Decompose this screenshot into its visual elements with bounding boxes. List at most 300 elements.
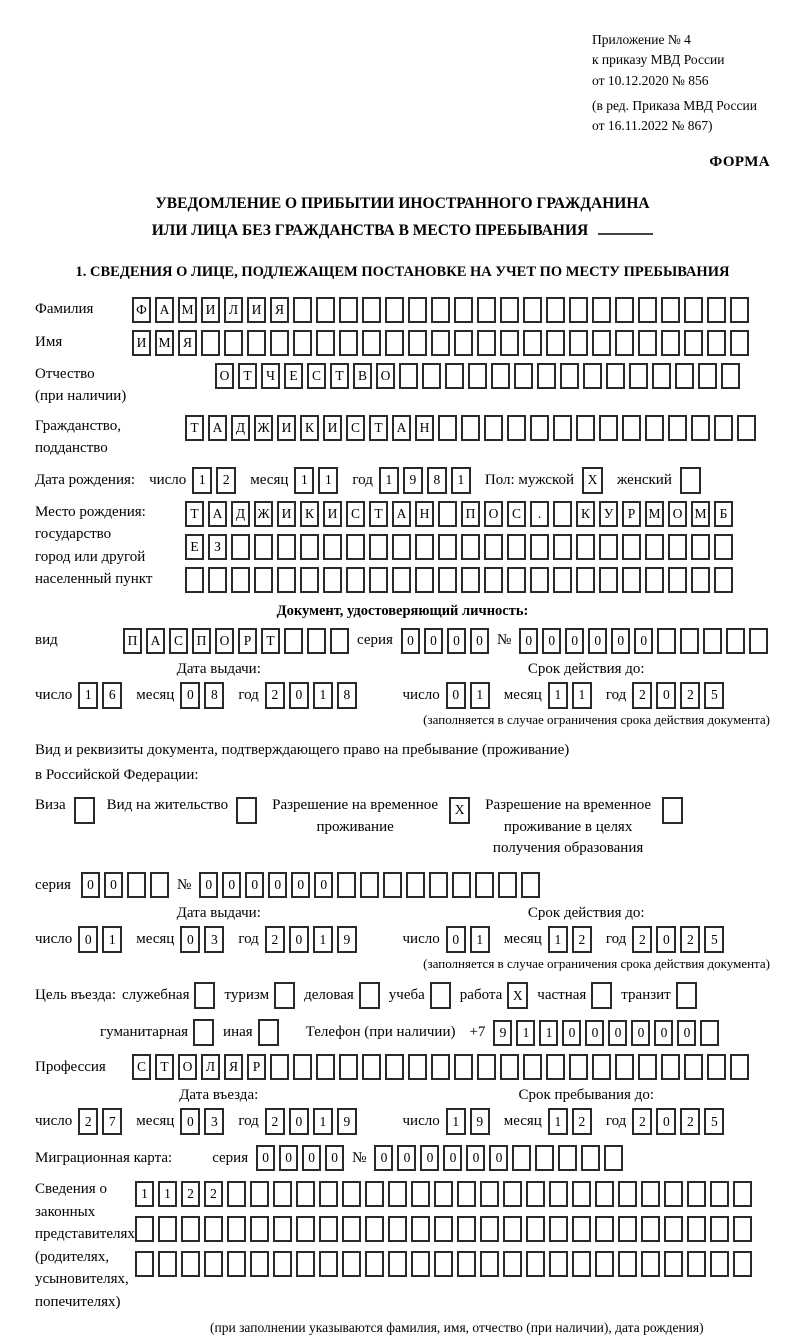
char-box[interactable]: 0 bbox=[289, 682, 309, 709]
purpose-transit-checkbox[interactable] bbox=[676, 982, 697, 1009]
char-box[interactable] bbox=[595, 1216, 614, 1242]
char-box[interactable] bbox=[342, 1216, 361, 1242]
purpose-other-checkbox[interactable] bbox=[258, 1019, 279, 1046]
char-box[interactable] bbox=[500, 330, 519, 356]
char-box[interactable]: К bbox=[300, 415, 319, 441]
char-box[interactable] bbox=[480, 1181, 499, 1207]
char-box[interactable]: 0 bbox=[420, 1145, 439, 1171]
char-box[interactable]: З bbox=[208, 534, 227, 560]
char-box[interactable] bbox=[645, 567, 664, 593]
purpose-work-checkbox[interactable]: X bbox=[507, 982, 528, 1009]
char-box[interactable] bbox=[388, 1251, 407, 1277]
char-box[interactable]: 0 bbox=[302, 1145, 321, 1171]
char-box[interactable]: А bbox=[146, 628, 165, 654]
char-box[interactable]: 0 bbox=[443, 1145, 462, 1171]
char-box[interactable] bbox=[445, 363, 464, 389]
char-box[interactable]: 2 bbox=[632, 682, 652, 709]
char-box[interactable] bbox=[687, 1181, 706, 1207]
char-box[interactable] bbox=[438, 415, 457, 441]
char-box[interactable] bbox=[365, 1251, 384, 1277]
char-box[interactable]: И bbox=[201, 297, 220, 323]
char-box[interactable] bbox=[342, 1251, 361, 1277]
char-box[interactable] bbox=[618, 1181, 637, 1207]
char-box[interactable]: Т bbox=[238, 363, 257, 389]
temporary-residence-education-checkbox[interactable] bbox=[662, 797, 683, 824]
char-box[interactable] bbox=[385, 297, 404, 323]
char-box[interactable]: 7 bbox=[102, 1108, 122, 1135]
char-box[interactable] bbox=[523, 297, 542, 323]
char-box[interactable] bbox=[503, 1251, 522, 1277]
char-box[interactable] bbox=[408, 297, 427, 323]
char-box[interactable]: 2 bbox=[265, 1108, 285, 1135]
char-box[interactable] bbox=[204, 1216, 223, 1242]
char-box[interactable]: Л bbox=[201, 1054, 220, 1080]
char-box[interactable]: 2 bbox=[78, 1108, 98, 1135]
char-box[interactable] bbox=[604, 1145, 623, 1171]
char-box[interactable]: 1 bbox=[548, 926, 568, 953]
char-box[interactable] bbox=[523, 330, 542, 356]
char-box[interactable] bbox=[618, 1216, 637, 1242]
char-box[interactable] bbox=[606, 363, 625, 389]
temporary-residence-checkbox[interactable]: X bbox=[449, 797, 470, 824]
char-box[interactable]: 5 bbox=[704, 1108, 724, 1135]
purpose-humanitarian-checkbox[interactable] bbox=[193, 1019, 214, 1046]
char-box[interactable] bbox=[254, 534, 273, 560]
char-box[interactable] bbox=[158, 1216, 177, 1242]
char-box[interactable]: И bbox=[323, 501, 342, 527]
char-box[interactable]: Р bbox=[238, 628, 257, 654]
char-box[interactable]: Б bbox=[714, 501, 733, 527]
char-box[interactable] bbox=[503, 1216, 522, 1242]
char-box[interactable]: А bbox=[392, 415, 411, 441]
sex-female-checkbox[interactable] bbox=[680, 467, 701, 494]
char-box[interactable] bbox=[411, 1251, 430, 1277]
char-box[interactable]: 1 bbox=[313, 926, 333, 953]
char-box[interactable]: 0 bbox=[180, 682, 200, 709]
char-box[interactable] bbox=[668, 415, 687, 441]
char-box[interactable]: 0 bbox=[78, 926, 98, 953]
char-box[interactable] bbox=[503, 1181, 522, 1207]
char-box[interactable] bbox=[461, 534, 480, 560]
char-box[interactable] bbox=[657, 628, 676, 654]
char-box[interactable]: Е bbox=[284, 363, 303, 389]
char-box[interactable] bbox=[346, 567, 365, 593]
char-box[interactable] bbox=[615, 1054, 634, 1080]
char-box[interactable] bbox=[307, 628, 326, 654]
char-box[interactable] bbox=[339, 1054, 358, 1080]
char-box[interactable]: 0 bbox=[585, 1020, 604, 1046]
char-box[interactable] bbox=[392, 567, 411, 593]
char-box[interactable]: А bbox=[208, 415, 227, 441]
char-box[interactable]: Т bbox=[185, 415, 204, 441]
char-box[interactable] bbox=[521, 872, 540, 898]
char-box[interactable] bbox=[250, 1181, 269, 1207]
char-box[interactable]: Д bbox=[231, 501, 250, 527]
char-box[interactable] bbox=[592, 1054, 611, 1080]
char-box[interactable] bbox=[592, 297, 611, 323]
char-box[interactable] bbox=[549, 1251, 568, 1277]
char-box[interactable] bbox=[576, 567, 595, 593]
char-box[interactable]: М bbox=[645, 501, 664, 527]
char-box[interactable] bbox=[721, 363, 740, 389]
char-box[interactable]: 2 bbox=[572, 1108, 592, 1135]
char-box[interactable] bbox=[684, 1054, 703, 1080]
char-box[interactable]: 2 bbox=[216, 467, 236, 494]
char-box[interactable]: 0 bbox=[608, 1020, 627, 1046]
char-box[interactable]: Н bbox=[415, 501, 434, 527]
char-box[interactable] bbox=[369, 534, 388, 560]
char-box[interactable]: 1 bbox=[548, 1108, 568, 1135]
char-box[interactable] bbox=[284, 628, 303, 654]
char-box[interactable]: И bbox=[277, 415, 296, 441]
char-box[interactable]: Ж bbox=[254, 501, 273, 527]
purpose-tourism-checkbox[interactable] bbox=[274, 982, 295, 1009]
char-box[interactable] bbox=[383, 872, 402, 898]
char-box[interactable] bbox=[664, 1181, 683, 1207]
char-box[interactable] bbox=[293, 297, 312, 323]
char-box[interactable] bbox=[337, 872, 356, 898]
char-box[interactable] bbox=[431, 330, 450, 356]
char-box[interactable] bbox=[408, 330, 427, 356]
char-box[interactable]: Ф bbox=[132, 297, 151, 323]
char-box[interactable]: 0 bbox=[268, 872, 287, 898]
char-box[interactable]: 0 bbox=[634, 628, 653, 654]
char-box[interactable]: О bbox=[376, 363, 395, 389]
char-box[interactable]: С bbox=[507, 501, 526, 527]
char-box[interactable]: 0 bbox=[542, 628, 561, 654]
char-box[interactable] bbox=[319, 1181, 338, 1207]
char-box[interactable]: 0 bbox=[656, 682, 676, 709]
char-box[interactable]: О bbox=[215, 363, 234, 389]
char-box[interactable]: 0 bbox=[374, 1145, 393, 1171]
char-box[interactable]: 0 bbox=[314, 872, 333, 898]
char-box[interactable]: 0 bbox=[180, 1108, 200, 1135]
char-box[interactable] bbox=[599, 415, 618, 441]
char-box[interactable] bbox=[599, 567, 618, 593]
char-box[interactable] bbox=[415, 567, 434, 593]
char-box[interactable] bbox=[661, 297, 680, 323]
char-box[interactable] bbox=[730, 1054, 749, 1080]
char-box[interactable] bbox=[583, 363, 602, 389]
char-box[interactable]: 2 bbox=[680, 926, 700, 953]
char-box[interactable]: 6 bbox=[102, 682, 122, 709]
char-box[interactable] bbox=[477, 297, 496, 323]
char-box[interactable]: 1 bbox=[158, 1181, 177, 1207]
char-box[interactable]: С bbox=[307, 363, 326, 389]
char-box[interactable]: 2 bbox=[632, 1108, 652, 1135]
char-box[interactable] bbox=[362, 330, 381, 356]
char-box[interactable] bbox=[622, 415, 641, 441]
char-box[interactable] bbox=[438, 534, 457, 560]
char-box[interactable]: 0 bbox=[446, 926, 466, 953]
char-box[interactable] bbox=[553, 567, 572, 593]
char-box[interactable]: 5 bbox=[704, 682, 724, 709]
char-box[interactable] bbox=[680, 628, 699, 654]
char-box[interactable]: А bbox=[155, 297, 174, 323]
char-box[interactable] bbox=[392, 534, 411, 560]
char-box[interactable]: 1 bbox=[135, 1181, 154, 1207]
char-box[interactable] bbox=[316, 1054, 335, 1080]
char-box[interactable] bbox=[277, 567, 296, 593]
char-box[interactable] bbox=[707, 330, 726, 356]
char-box[interactable]: П bbox=[123, 628, 142, 654]
char-box[interactable] bbox=[698, 363, 717, 389]
char-box[interactable]: 9 bbox=[403, 467, 423, 494]
char-box[interactable] bbox=[576, 415, 595, 441]
char-box[interactable] bbox=[526, 1251, 545, 1277]
char-box[interactable]: 8 bbox=[337, 682, 357, 709]
char-box[interactable] bbox=[330, 628, 349, 654]
char-box[interactable] bbox=[535, 1145, 554, 1171]
char-box[interactable]: 9 bbox=[470, 1108, 490, 1135]
char-box[interactable] bbox=[227, 1251, 246, 1277]
char-box[interactable]: 0 bbox=[677, 1020, 696, 1046]
char-box[interactable] bbox=[323, 534, 342, 560]
char-box[interactable]: Т bbox=[185, 501, 204, 527]
char-box[interactable]: Т bbox=[369, 501, 388, 527]
char-box[interactable] bbox=[484, 534, 503, 560]
char-box[interactable] bbox=[691, 415, 710, 441]
char-box[interactable] bbox=[546, 1054, 565, 1080]
char-box[interactable] bbox=[127, 872, 146, 898]
sex-male-checkbox[interactable]: X bbox=[582, 467, 603, 494]
char-box[interactable] bbox=[185, 567, 204, 593]
char-box[interactable] bbox=[661, 1054, 680, 1080]
char-box[interactable] bbox=[530, 415, 549, 441]
char-box[interactable] bbox=[599, 534, 618, 560]
char-box[interactable]: 1 bbox=[451, 467, 471, 494]
char-box[interactable] bbox=[546, 330, 565, 356]
char-box[interactable] bbox=[530, 567, 549, 593]
char-box[interactable] bbox=[454, 330, 473, 356]
char-box[interactable]: М bbox=[178, 297, 197, 323]
char-box[interactable] bbox=[300, 534, 319, 560]
char-box[interactable]: 1 bbox=[78, 682, 98, 709]
char-box[interactable]: 1 bbox=[470, 926, 490, 953]
char-box[interactable]: М bbox=[155, 330, 174, 356]
char-box[interactable] bbox=[714, 567, 733, 593]
char-box[interactable] bbox=[477, 330, 496, 356]
char-box[interactable] bbox=[537, 363, 556, 389]
char-box[interactable] bbox=[730, 297, 749, 323]
char-box[interactable]: Р bbox=[247, 1054, 266, 1080]
char-box[interactable] bbox=[475, 872, 494, 898]
char-box[interactable]: 1 bbox=[516, 1020, 535, 1046]
char-box[interactable] bbox=[135, 1216, 154, 1242]
char-box[interactable] bbox=[362, 297, 381, 323]
char-box[interactable]: С bbox=[346, 501, 365, 527]
char-box[interactable]: 1 bbox=[548, 682, 568, 709]
char-box[interactable] bbox=[629, 363, 648, 389]
char-box[interactable]: С bbox=[346, 415, 365, 441]
char-box[interactable]: 5 bbox=[704, 926, 724, 953]
char-box[interactable] bbox=[201, 330, 220, 356]
char-box[interactable] bbox=[346, 534, 365, 560]
char-box[interactable]: Т bbox=[369, 415, 388, 441]
char-box[interactable]: 2 bbox=[265, 926, 285, 953]
char-box[interactable]: О bbox=[215, 628, 234, 654]
char-box[interactable] bbox=[484, 567, 503, 593]
char-box[interactable]: 0 bbox=[470, 628, 489, 654]
char-box[interactable]: 9 bbox=[493, 1020, 512, 1046]
char-box[interactable]: У bbox=[599, 501, 618, 527]
char-box[interactable] bbox=[710, 1181, 729, 1207]
char-box[interactable] bbox=[733, 1181, 752, 1207]
char-box[interactable]: 0 bbox=[291, 872, 310, 898]
char-box[interactable] bbox=[700, 1020, 719, 1046]
char-box[interactable]: 0 bbox=[447, 628, 466, 654]
char-box[interactable] bbox=[507, 534, 526, 560]
char-box[interactable]: 2 bbox=[680, 1108, 700, 1135]
char-box[interactable]: 0 bbox=[489, 1145, 508, 1171]
char-box[interactable]: 1 bbox=[313, 682, 333, 709]
char-box[interactable] bbox=[491, 363, 510, 389]
char-box[interactable] bbox=[641, 1216, 660, 1242]
char-box[interactable]: 0 bbox=[279, 1145, 298, 1171]
char-box[interactable] bbox=[339, 297, 358, 323]
char-box[interactable] bbox=[507, 567, 526, 593]
char-box[interactable] bbox=[569, 330, 588, 356]
char-box[interactable]: Е bbox=[185, 534, 204, 560]
char-box[interactable] bbox=[254, 567, 273, 593]
char-box[interactable] bbox=[181, 1251, 200, 1277]
char-box[interactable] bbox=[429, 872, 448, 898]
char-box[interactable] bbox=[749, 628, 768, 654]
char-box[interactable]: 2 bbox=[181, 1181, 200, 1207]
char-box[interactable] bbox=[365, 1216, 384, 1242]
char-box[interactable]: П bbox=[461, 501, 480, 527]
char-box[interactable] bbox=[530, 534, 549, 560]
char-box[interactable] bbox=[484, 415, 503, 441]
char-box[interactable] bbox=[558, 1145, 577, 1171]
char-box[interactable] bbox=[477, 1054, 496, 1080]
char-box[interactable]: Ж bbox=[254, 415, 273, 441]
char-box[interactable] bbox=[296, 1181, 315, 1207]
char-box[interactable] bbox=[638, 330, 657, 356]
char-box[interactable] bbox=[270, 330, 289, 356]
char-box[interactable] bbox=[273, 1251, 292, 1277]
char-box[interactable]: Я bbox=[178, 330, 197, 356]
char-box[interactable]: 2 bbox=[265, 682, 285, 709]
char-box[interactable] bbox=[645, 534, 664, 560]
char-box[interactable] bbox=[675, 363, 694, 389]
char-box[interactable] bbox=[714, 415, 733, 441]
char-box[interactable]: 1 bbox=[313, 1108, 333, 1135]
char-box[interactable] bbox=[638, 297, 657, 323]
char-box[interactable] bbox=[457, 1251, 476, 1277]
char-box[interactable]: Я bbox=[224, 1054, 243, 1080]
purpose-study-checkbox[interactable] bbox=[430, 982, 451, 1009]
char-box[interactable]: Л bbox=[224, 297, 243, 323]
char-box[interactable]: О bbox=[668, 501, 687, 527]
char-box[interactable] bbox=[703, 628, 722, 654]
char-box[interactable] bbox=[615, 330, 634, 356]
char-box[interactable] bbox=[227, 1181, 246, 1207]
char-box[interactable]: 0 bbox=[104, 872, 123, 898]
char-box[interactable]: 0 bbox=[245, 872, 264, 898]
char-box[interactable]: И bbox=[132, 330, 151, 356]
char-box[interactable]: П bbox=[192, 628, 211, 654]
char-box[interactable] bbox=[546, 297, 565, 323]
char-box[interactable] bbox=[231, 534, 250, 560]
char-box[interactable] bbox=[388, 1216, 407, 1242]
char-box[interactable] bbox=[438, 501, 457, 527]
char-box[interactable] bbox=[733, 1216, 752, 1242]
char-box[interactable] bbox=[208, 567, 227, 593]
char-box[interactable]: А bbox=[392, 501, 411, 527]
char-box[interactable] bbox=[454, 1054, 473, 1080]
char-box[interactable] bbox=[664, 1216, 683, 1242]
char-box[interactable] bbox=[691, 534, 710, 560]
char-box[interactable]: 0 bbox=[631, 1020, 650, 1046]
char-box[interactable] bbox=[277, 534, 296, 560]
char-box[interactable] bbox=[411, 1216, 430, 1242]
char-box[interactable] bbox=[622, 534, 641, 560]
char-box[interactable]: В bbox=[353, 363, 372, 389]
char-box[interactable] bbox=[684, 330, 703, 356]
char-box[interactable] bbox=[618, 1251, 637, 1277]
char-box[interactable]: С bbox=[132, 1054, 151, 1080]
char-box[interactable] bbox=[296, 1251, 315, 1277]
char-box[interactable]: 0 bbox=[656, 1108, 676, 1135]
char-box[interactable]: 1 bbox=[572, 682, 592, 709]
char-box[interactable] bbox=[664, 1251, 683, 1277]
char-box[interactable]: С bbox=[169, 628, 188, 654]
char-box[interactable]: О bbox=[178, 1054, 197, 1080]
char-box[interactable] bbox=[438, 567, 457, 593]
char-box[interactable] bbox=[553, 501, 572, 527]
char-box[interactable] bbox=[726, 628, 745, 654]
residence-permit-checkbox[interactable] bbox=[236, 797, 257, 824]
char-box[interactable] bbox=[250, 1251, 269, 1277]
char-box[interactable]: К bbox=[576, 501, 595, 527]
char-box[interactable] bbox=[622, 567, 641, 593]
char-box[interactable]: 0 bbox=[180, 926, 200, 953]
char-box[interactable] bbox=[434, 1181, 453, 1207]
char-box[interactable] bbox=[369, 567, 388, 593]
char-box[interactable]: К bbox=[300, 501, 319, 527]
char-box[interactable] bbox=[480, 1251, 499, 1277]
char-box[interactable] bbox=[316, 297, 335, 323]
purpose-business-checkbox[interactable] bbox=[359, 982, 380, 1009]
char-box[interactable] bbox=[581, 1145, 600, 1171]
char-box[interactable] bbox=[645, 415, 664, 441]
char-box[interactable] bbox=[576, 534, 595, 560]
char-box[interactable] bbox=[158, 1251, 177, 1277]
char-box[interactable] bbox=[733, 1251, 752, 1277]
char-box[interactable]: 0 bbox=[199, 872, 218, 898]
char-box[interactable] bbox=[408, 1054, 427, 1080]
char-box[interactable]: 1 bbox=[102, 926, 122, 953]
char-box[interactable]: 3 bbox=[204, 1108, 224, 1135]
char-box[interactable]: 1 bbox=[192, 467, 212, 494]
char-box[interactable]: 0 bbox=[656, 926, 676, 953]
char-box[interactable] bbox=[523, 1054, 542, 1080]
char-box[interactable]: И bbox=[247, 297, 266, 323]
char-box[interactable] bbox=[691, 567, 710, 593]
char-box[interactable]: М bbox=[691, 501, 710, 527]
char-box[interactable] bbox=[512, 1145, 531, 1171]
char-box[interactable] bbox=[452, 872, 471, 898]
char-box[interactable] bbox=[480, 1216, 499, 1242]
char-box[interactable] bbox=[707, 1054, 726, 1080]
char-box[interactable] bbox=[500, 1054, 519, 1080]
char-box[interactable] bbox=[247, 330, 266, 356]
char-box[interactable] bbox=[668, 534, 687, 560]
char-box[interactable] bbox=[687, 1216, 706, 1242]
char-box[interactable]: 1 bbox=[470, 682, 490, 709]
char-box[interactable] bbox=[181, 1216, 200, 1242]
